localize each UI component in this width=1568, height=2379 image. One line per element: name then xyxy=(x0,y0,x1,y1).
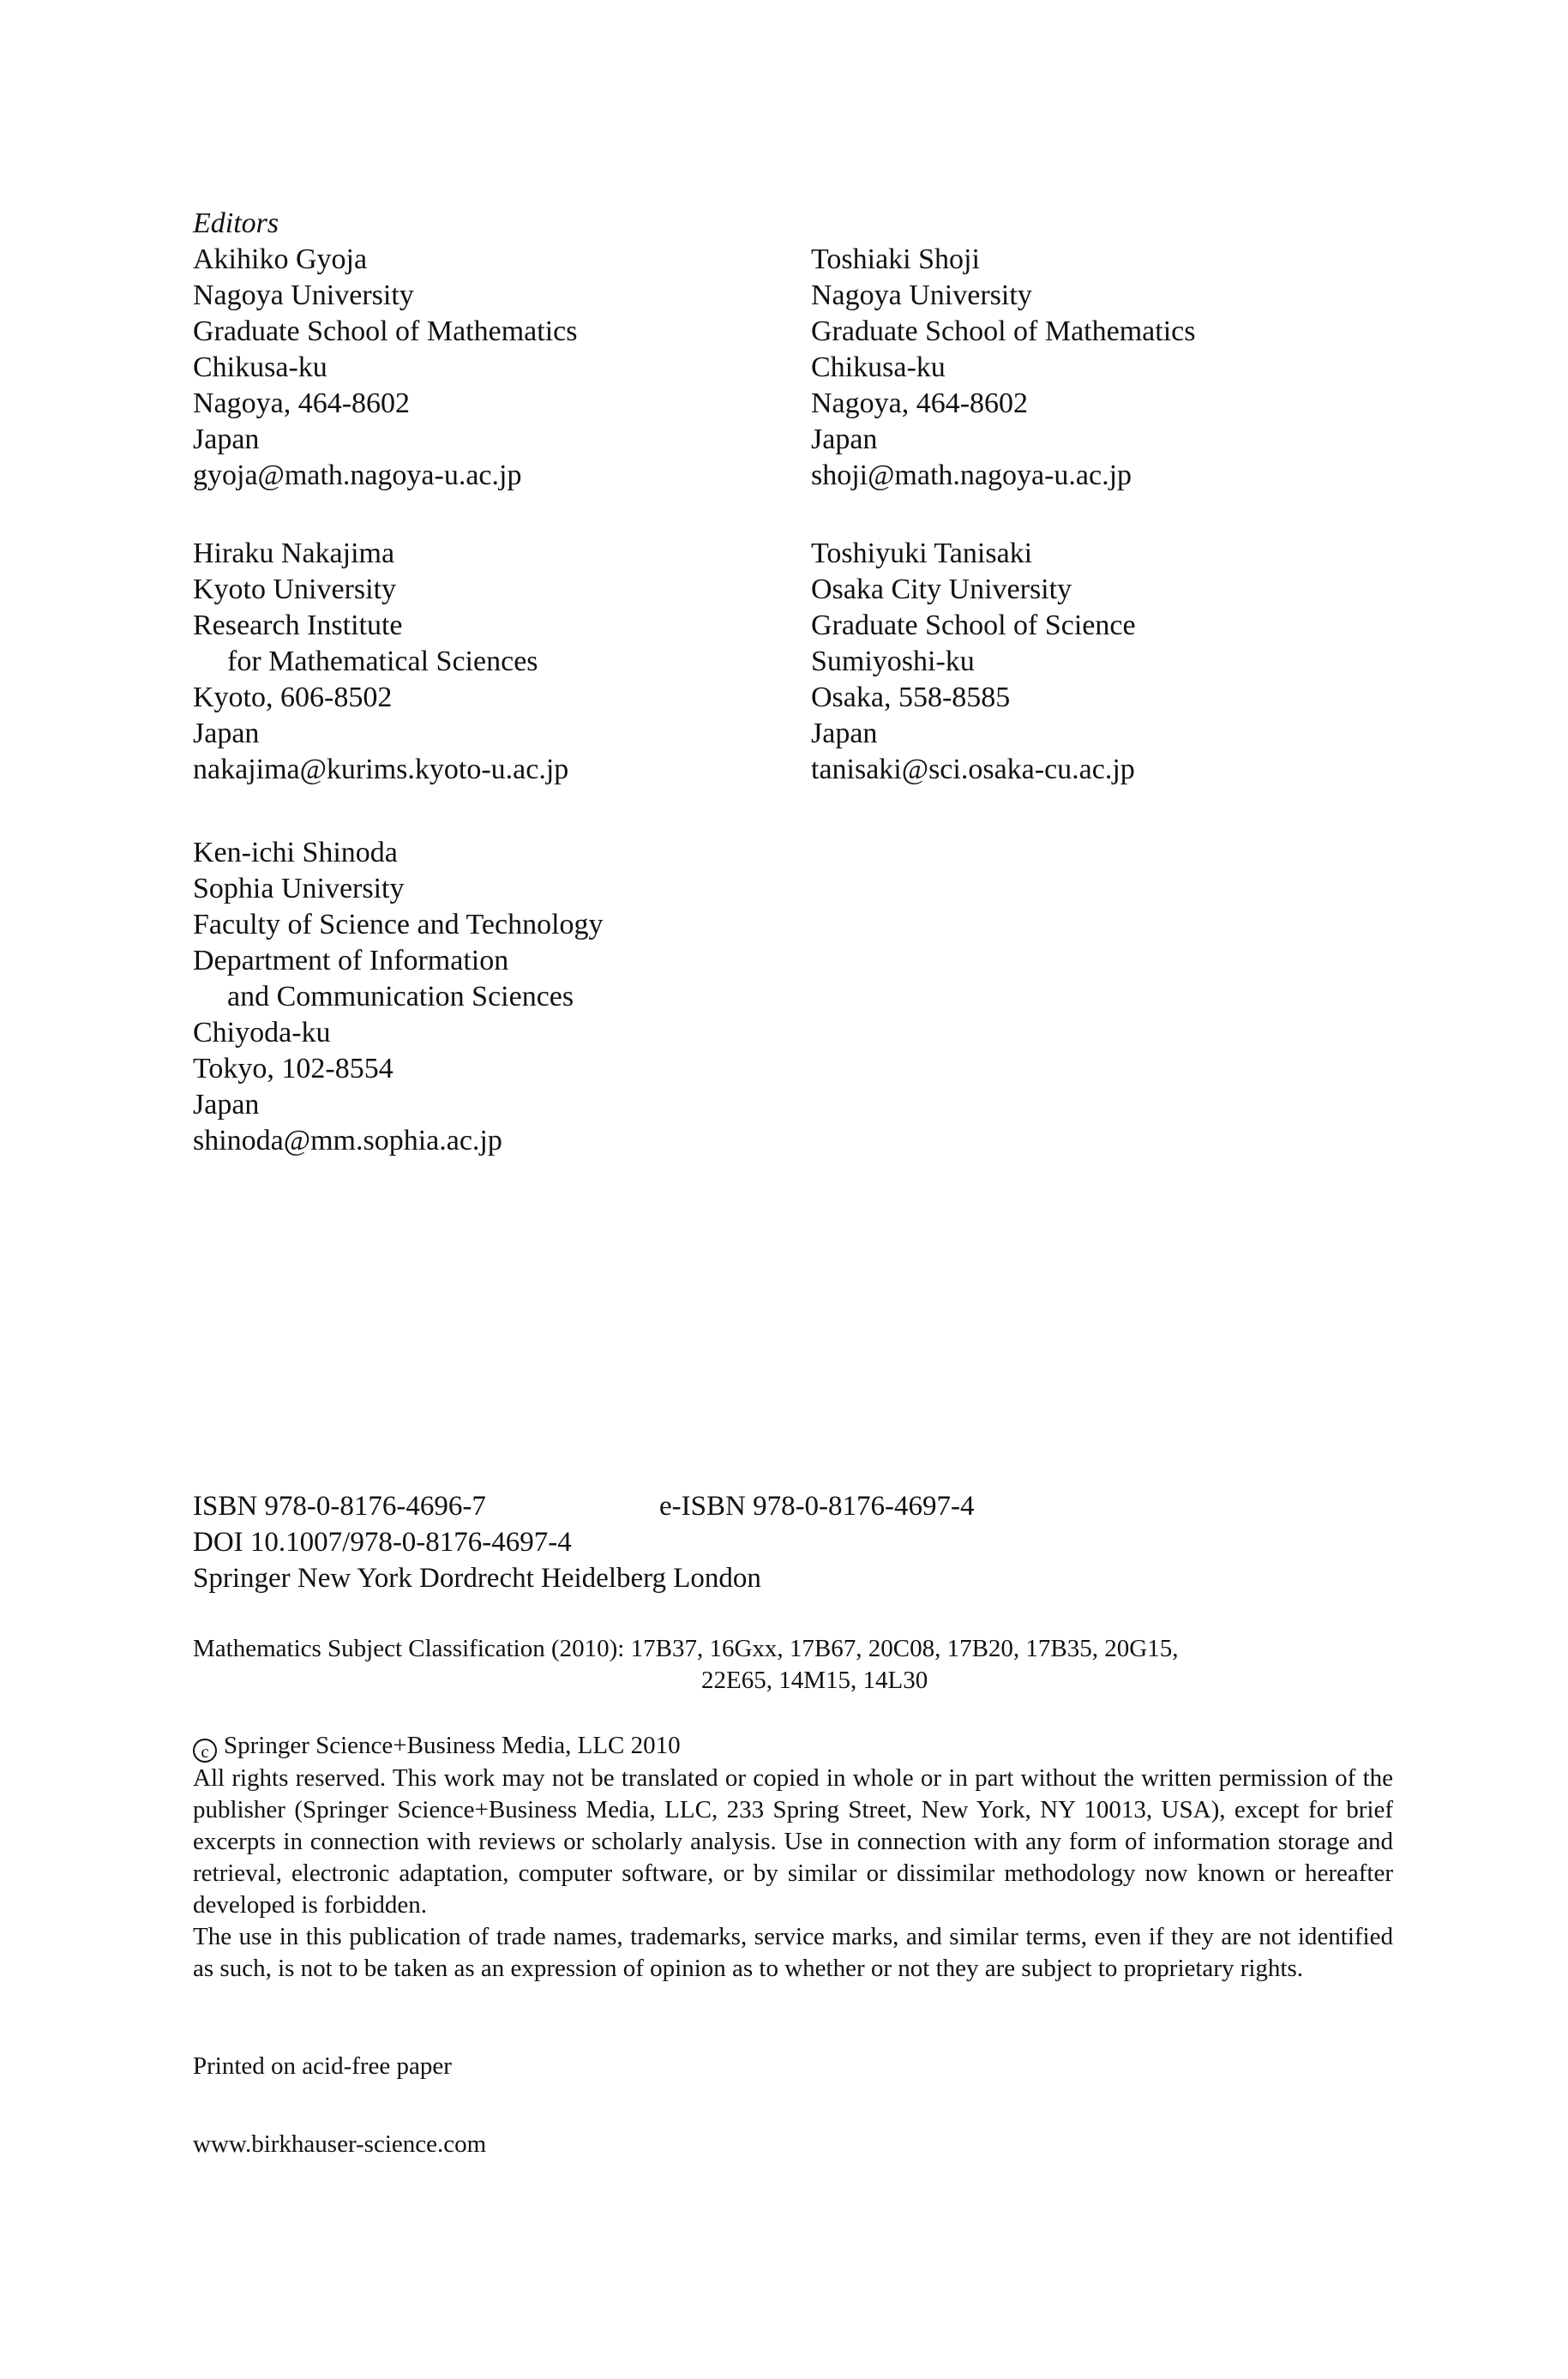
editor-email: gyoja@math.nagoya-u.ac.jp xyxy=(193,460,522,491)
editor-faculty: Faculty of Science and Technology xyxy=(193,909,604,940)
publisher-website-link[interactable]: www.birkhauser-science.com xyxy=(193,2130,487,2158)
editor-name: Ken-ichi Shinoda xyxy=(193,837,398,868)
msc-line-1: Mathematics Subject Classification (2010): 17B37, 16Gxx, 17B67, 20C08, 17B20, 17B35, 20G15, xyxy=(193,1635,1179,1662)
editor-email: shoji@math.nagoya-u.ac.jp xyxy=(811,460,1132,491)
editor-affiliation: Kyoto University xyxy=(193,574,397,605)
editor-department-cont: for Mathematical Sciences xyxy=(227,646,538,677)
e-isbn: e-ISBN 978-0-8176-4697-4 xyxy=(659,1491,975,1522)
editor-country: Japan xyxy=(193,718,260,749)
copyright-holder: Springer Science+Business Media, LLC 2010 xyxy=(224,1732,681,1759)
publication-identifiers xyxy=(193,1488,1393,1596)
editor-city: Kyoto, 606-8502 xyxy=(193,682,393,713)
editor-affiliation: Nagoya University xyxy=(193,279,414,311)
publisher-cities: Springer New York Dordrecht Heidelberg London xyxy=(193,1563,761,1594)
editor-name: Toshiyuki Tanisaki xyxy=(811,538,1033,569)
editor-name: Toshiaki Shoji xyxy=(811,243,980,275)
editor-country: Japan xyxy=(811,424,878,455)
editor-email: shinoda@mm.sophia.ac.jp xyxy=(193,1125,502,1156)
editor-city: Tokyo, 102-8554 xyxy=(193,1053,394,1084)
editor-district: Sumiyoshi-ku xyxy=(811,646,975,677)
copyright-notice xyxy=(193,1730,1393,1985)
editor-email: tanisaki@sci.osaka-cu.ac.jp xyxy=(811,754,1135,785)
rights-reserved-text: All rights reserved. This work may not be translated or copied in whole or in part without the written permission of the publisher (Springer Science+Business Media, LLC, 233 Spring Street, New York, NY 10013, USA), except for brief excerpts in connection with reviews or scholarly analysis. Use in connection with any form of information storage and retrieval, electronic adaptation, computer software, or by similar or dissimilar methodology now known or hereafter developed is forbidden. xyxy=(193,1764,1393,1919)
editor-address-block xyxy=(193,835,604,1159)
editor-address-block xyxy=(811,242,1195,494)
trademark-text: The use in this publication of trade names, trademarks, service marks, and similar terms, even if they are not identified as such, is not to be taken as an expression of opinion as to whether or not they are subject to proprietary rights. xyxy=(193,1923,1393,1982)
editor-district: Chikusa-ku xyxy=(811,351,946,383)
isbn: ISBN 978-0-8176-4696-7 xyxy=(193,1491,486,1522)
editor-address-block xyxy=(811,536,1136,788)
editor-name: Hiraku Nakajima xyxy=(193,538,395,569)
editor-country: Japan xyxy=(193,1089,260,1120)
editor-district: Chiyoda-ku xyxy=(193,1017,331,1048)
editor-country: Japan xyxy=(193,424,260,455)
editor-department-cont: and Communication Sciences xyxy=(227,981,574,1012)
editor-department: Graduate School of Mathematics xyxy=(811,315,1196,347)
editor-affiliation: Sophia University xyxy=(193,873,405,904)
editor-department: Department of Information xyxy=(193,945,509,976)
editor-city: Osaka, 558-8585 xyxy=(811,682,1011,713)
editor-address-block xyxy=(193,536,568,788)
editor-email: nakajima@kurims.kyoto-u.ac.jp xyxy=(193,754,569,785)
copyright-icon: c xyxy=(193,1739,217,1763)
msc-line-2: 22E65, 14M15, 14L30 xyxy=(701,1667,928,1694)
editor-department: Research Institute xyxy=(193,610,403,641)
editor-city: Nagoya, 464-8602 xyxy=(811,387,1029,419)
editor-address-block xyxy=(193,242,577,494)
editor-affiliation: Osaka City University xyxy=(811,574,1072,605)
subject-classification xyxy=(193,1633,1178,1697)
editor-department: Graduate School of Science xyxy=(811,610,1136,641)
paper-note: Printed on acid-free paper xyxy=(193,2052,452,2080)
editor-country: Japan xyxy=(811,718,878,749)
editor-district: Chikusa-ku xyxy=(193,351,327,383)
editor-affiliation: Nagoya University xyxy=(811,279,1032,311)
editor-city: Nagoya, 464-8602 xyxy=(193,387,411,419)
copyright-line xyxy=(193,1730,1393,1763)
editor-department: Graduate School of Mathematics xyxy=(193,315,578,347)
editors-heading: Editors xyxy=(193,207,279,239)
editor-name: Akihiko Gyoja xyxy=(193,243,368,275)
doi: DOI 10.1007/978-0-8176-4697-4 xyxy=(193,1527,572,1558)
